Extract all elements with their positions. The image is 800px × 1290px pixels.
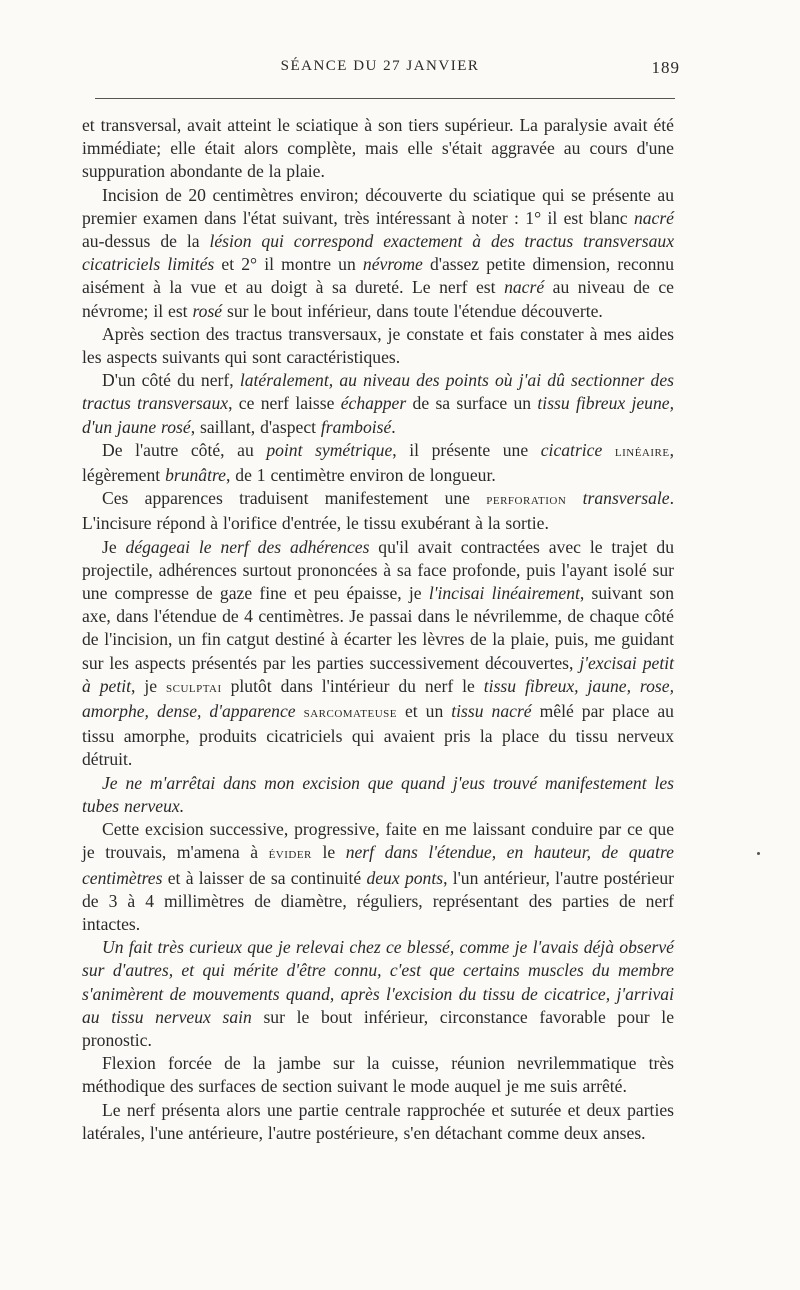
text-segment: , l'un antérieur, l'autre postérieur de 3 à 4 millimètres de diamètre, réguliers, représentant des parties de nerf intactes. [82, 867, 674, 934]
text-segment: . [391, 416, 396, 437]
text-segment: , il présente une [392, 439, 541, 460]
text-segment [566, 488, 582, 508]
paragraph-p8 [82, 772, 674, 818]
text-segment: qu'il avait contractées avec le trajet du projectile, adhérences surtout prononcées à sa face profonde, puis l'ayant isolé sur une compresse de gaze fine et peu épaisse, je [82, 536, 674, 604]
small-caps-text: évider [268, 846, 312, 863]
text-segment: Le nerf présenta alors une partie centrale rapprochée et suturée et deux parties latérales, l'une antérieure, l'autre postérieure, s'en détachant comme deux anses. [82, 1099, 674, 1143]
page-number: 189 [651, 58, 680, 77]
text-segment: de sa surface un [406, 393, 538, 414]
italic-text: tissu nacré [451, 701, 532, 722]
paragraph-p3 [82, 323, 674, 369]
text-segment: et transversal, avait atteint le sciatique à son tiers supérieur. La paralysie avait été immédiate; elle était alors complète, mais elle s'était aggravée au cours d'une suppuration abondante de la plaie. [82, 115, 674, 182]
text-segment: Après section des tractus transversaux, je constate et fais constater à mes aides les aspects suivants qui sont caractéristiques. [82, 323, 674, 368]
paragraph-p11 [82, 1052, 674, 1098]
italic-text: nacré [633, 207, 674, 228]
text-segment: Cette excision successive, progressive, faite en me laissant conduire par ce que je trouvais, m'amena à [82, 819, 674, 863]
italic-text: échapper [340, 393, 407, 414]
header-rule [95, 98, 675, 99]
text-segment: D'un côté du nerf, [102, 370, 240, 391]
italic-text: Un fait très curieux que je relevai chez ce blessé, comme je l'avais déjà observé sur d'autres, et qui mérite d'être connu, c'est que certains muscles du membre s'animèrent de mouvements quand, après l'excision du tissu de cicatrice, j'arrivai au tissu nerveux sain [82, 937, 674, 1027]
italic-text: lésion qui correspond exactement à des tractus transversaux cicatriciels limités [82, 231, 675, 275]
small-caps-text: perforation [486, 492, 567, 509]
text-segment: au-dessus de la [82, 231, 210, 252]
italic-text: dégageai le nerf des adhérences [125, 536, 370, 557]
text-segment: et un [396, 701, 452, 722]
italic-text: j'excisai petit à petit [82, 652, 674, 696]
italic-text: tissu fibreux jeune, d'un jaune rosé [82, 393, 674, 437]
margin-mark [757, 852, 760, 855]
italic-text: rosé [192, 300, 223, 321]
text-segment: au niveau de ce névrome; il est [82, 277, 674, 321]
running-header [80, 58, 680, 82]
text-segment: sur le bout inférieur, circonstance favorable pour le pronostic. [82, 1006, 675, 1050]
italic-text: deux ponts [366, 867, 444, 888]
text-segment: et à laisser de sa continuité [162, 867, 367, 888]
italic-text: nacré [504, 277, 545, 298]
text-segment: , légèrement [82, 439, 674, 486]
paragraph-p7 [82, 536, 674, 772]
italic-text: latéralement, au niveau des points où j'ai dû sectionner des tractus transversaux [82, 370, 674, 414]
text-segment: sur le bout inférieur, dans toute l'étendue découverte. [222, 300, 603, 321]
text-segment: et 2° il montre un [214, 254, 363, 275]
paragraph-p4 [82, 369, 674, 439]
text-segment: mêlé par place au tissu amorphe, produits cicatriciels qui avaient pris la place du tissu nerveux détruit. [82, 701, 674, 770]
italic-text: névrome [362, 254, 423, 275]
italic-text: nerf dans l'étendue, en hauteur, de quatre centimètres [82, 842, 674, 888]
small-caps-text: linéaire [614, 443, 670, 460]
paragraph-p9 [82, 818, 674, 936]
text-segment: Je [102, 536, 126, 557]
body-text [82, 114, 674, 1145]
text-segment: Ces apparences traduisent manifestement une [102, 488, 487, 509]
italic-text: transversale [582, 488, 670, 509]
text-segment: plutôt dans l'intérieur du nerf le [221, 675, 484, 696]
text-segment: , suivant son axe, dans l'étendue de 4 centimètres. Je passai dans le névrilemme, de chaque côté de l'incision, un fin catgut destiné à écarter les lèvres de la plaie, puis, me guidant sur les aspects présentés par les parties successivement découvertes, [82, 583, 674, 673]
italic-text: tissu fibreux, jaune, rose, amorphe, dense, d'apparence [82, 675, 674, 722]
text-segment: Incision de 20 centimètres environ; découverte du sciatique qui se présente au premier examen dans l'état suivant, très intéressant à noter : 1° il est blanc [82, 184, 674, 228]
text-segment [296, 701, 304, 721]
italic-text: l'incisai linéairement [428, 583, 580, 604]
text-segment: Flexion forcée de la jambe sur la cuisse, réunion nevrilemmatique très méthodique des surfaces de section suivant le mode auquel je me suis arrêté. [82, 1053, 674, 1097]
italic-text: point symétrique [266, 439, 393, 460]
running-title: SÉANCE DU 27 JANVIER [280, 58, 480, 74]
text-segment [602, 440, 615, 460]
italic-text: Je ne m'arrêtai dans mon excision que quand j'eus trouvé manifestement les tubes nerveux. [82, 772, 674, 816]
paragraph-p10 [82, 936, 674, 1052]
text-segment: , je [131, 675, 166, 696]
small-caps-text: sarcomateuse [303, 705, 397, 722]
text-segment: d'assez petite dimension, reconnu aisément à la vue et au doigt à sa dureté. Le nerf est [82, 254, 674, 298]
text-segment: le [311, 842, 346, 863]
paragraph-p5 [82, 439, 674, 487]
italic-text: framboisé [320, 416, 392, 437]
small-caps-text: sculptai [165, 679, 222, 696]
paragraph-p2 [82, 184, 674, 323]
text-segment: , ce nerf laisse [228, 393, 341, 414]
text-segment: , de 1 centimètre environ de longueur. [226, 465, 496, 486]
text-segment: . L'incisure répond à l'orifice d'entrée, le tissu exubérant à la sortie. [82, 488, 674, 534]
paragraph-p6 [82, 487, 674, 535]
italic-text: cicatrice [540, 439, 603, 460]
text-segment: De l'autre côté, au [102, 439, 267, 460]
paragraph-p1 [82, 114, 674, 184]
text-segment: , saillant, d'aspect [190, 416, 321, 437]
italic-text: brunâtre [165, 465, 226, 486]
paragraph-p12 [82, 1099, 674, 1145]
